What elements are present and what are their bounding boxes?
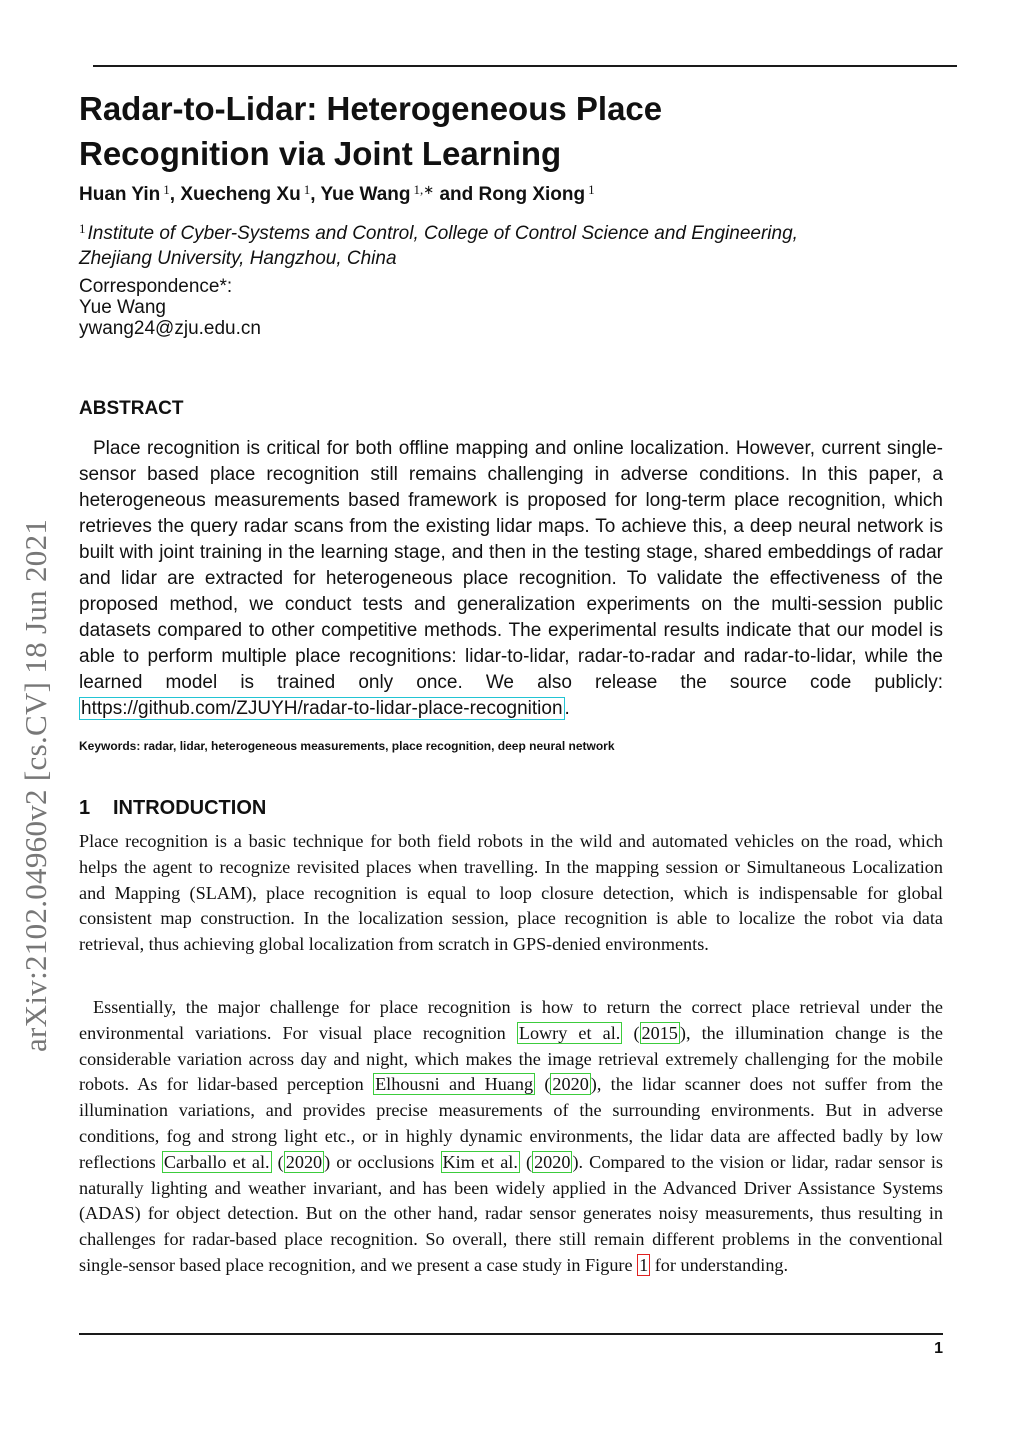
correspondence-label: Correspondence*:: [79, 276, 233, 297]
citation-year-link[interactable]: 2020: [552, 1074, 589, 1095]
abstract-end: .: [564, 698, 570, 719]
page-number: 1: [934, 1340, 943, 1357]
figure-reference-link[interactable]: 1: [639, 1254, 649, 1275]
paragraph-text: , the illumination change is the considerable variation across day and night, which makes the image retrieval extremely challenging for the mobile robots. As for lidar-based perception: [79, 1022, 943, 1095]
abstract-body: [79, 436, 943, 722]
affiliation-mark: 1: [79, 221, 86, 236]
citation-link[interactable]: Carballo et al.: [163, 1151, 270, 1172]
paragraph-text: , the lidar scanner does not suffer from the illumination variations, and provides precise measurements of the surrounding environments. But in adverse conditions, fog and strong light etc., or in highly dynamic environments, the lidar data are affected badly by low reflections: [79, 1074, 944, 1172]
section-title: INTRODUCTION: [113, 797, 267, 819]
author-affiliation-mark: 1: [303, 182, 311, 197]
paragraph-text: for understanding.: [650, 1254, 789, 1275]
intro-paragraph-1: Place recognition is a basic technique for both field robots in the wild and automated vehicles on the road, which helps the agent to recognize revisited places when travelling. In the mapping session or Simultaneous Localization and Mapping (SLAM), place recognition is equal to loop closure detection, which is indispensable for global consistent map construction. In the localization session, place recognition is able to localize the robot via data retrieval, thus achieving global localization from scratch in GPS-denied environments.: [79, 831, 943, 955]
intro-paragraph-2: Essentially, the major challenge for place recognition is how to return the correct place retrieval under the environmental variations. For visual place recognition Lowry et al. ( 2015 ), the illumination change is the considerable variation across day and night, which makes the image retrieval extremely challenging for the mobile robots. As for lidar-based perception Elhousni and Huang ( 2020 ), the lidar scanner does not suffer from the illumination variations, and provides precise measurements of the surrounding environments. But in adverse conditions, fog and strong light etc., or in highly dynamic environments, the lidar data are affected badly by low reflections Carballo et al. ( 2020 ) or occlusions Kim et al. ( 2020 ). Compared to the vision or lidar, radar sensor is naturally lighting and weather invariant, and has been widely applied in the Advanced Driver Assistance Systems (ADAS) for object detection. But on the other hand, radar sensor generates noisy measurements, thus resulting in challenges for radar-based place recognition. So overall, there still remain different problems in the conventional single-sensor based place recognition, and we present a case study in Figure 1 for understanding.: [79, 997, 944, 1275]
keywords: Keywords: radar, lidar, heterogeneous measurements, place recognition, deep neural network: [79, 739, 615, 753]
author-name: Xuecheng Xu: [180, 184, 301, 205]
header-rule: [93, 65, 957, 67]
author-affiliation-mark: 1: [163, 182, 170, 197]
footer-rule: [79, 1333, 943, 1335]
citation-link[interactable]: Elhousni and Huang: [375, 1074, 534, 1095]
citation-year-link[interactable]: 2020: [285, 1151, 323, 1172]
paragraph-text: Essentially, the major challenge for place recognition is how to return the correct place retrieval under the environmental variations. For visual place recognition: [79, 997, 943, 1043]
correspondence-name: Yue Wang: [79, 297, 166, 318]
section-heading: [79, 797, 266, 820]
citation-link[interactable]: Kim et al.: [442, 1151, 518, 1172]
author-conjunction: and: [439, 184, 474, 205]
affiliation-text: Institute of Cyber-Systems and Control, College of Control Science and Engineering, Zhejiang University, Hangzhou, China: [79, 223, 798, 269]
correspondence-block: [79, 276, 261, 339]
source-code-link[interactable]: https://github.com/ZJUYH/radar-to-lidar-place-recognition: [81, 698, 563, 719]
citation-link[interactable]: Lowry et al.: [518, 1022, 621, 1043]
author-name: Huan Yin: [79, 184, 161, 205]
abstract-text: Place recognition is critical for both offline mapping and online localization. However, current single-sensor based place recognition still remains challenging in adverse conditions. In this paper, a heterogeneous measurements based framework is proposed for long-term place recognition, which retrieves the query radar scans from the existing lidar maps. To achieve this, a deep neural network is built with joint training in the learning stage, and then in the testing stage, shared embeddings of radar and lidar are extracted for heterogeneous place recognition. To validate the effectiveness of the proposed method, we conduct tests and generalization experiments on the multi-session public datasets compared to other competitive methods. The experimental results indicate that our model is able to perform multiple place recognitions: lidar-to-lidar, radar-to-radar and radar-to-lidar, while the learned model is trained only once. We also release the source code publicly:: [79, 438, 943, 693]
section-number: 1: [79, 797, 91, 819]
citation-year-link[interactable]: 2015: [641, 1022, 678, 1043]
paragraph-text: or occlusions: [330, 1151, 441, 1172]
paragraph-text: . Compared to the vision or lidar, radar sensor is naturally lighting and weather invariant, and has been widely applied in the Advanced Driver Assistance Systems (ADAS) for object detection. But on the other hand, radar sensor generates noisy measurements, thus resulting in challenges for radar-based place recognition. So overall, there still remain different problems in the conventional single-sensor based place recognition, and we present a case study in Figure: [79, 1151, 944, 1275]
author-name: Yue Wang: [320, 184, 411, 205]
author-name: Rong Xiong: [478, 184, 586, 205]
abstract-heading: ABSTRACT: [79, 398, 184, 419]
author-affiliation-mark: 1,∗: [413, 182, 435, 197]
author-list: Huan Yin $^1$, Xuecheng Xu $^1$, Yue Wang $^{1,∗}$ and Rong Xiong $^1$: [79, 182, 595, 205]
author-affiliation-mark: 1: [588, 182, 595, 197]
correspondence-email[interactable]: ywang24@zju.edu.cn: [79, 318, 261, 339]
affiliation: [79, 216, 799, 271]
paper-title: Radar-to-Lidar: Heterogeneous Place Recognition via Joint Learning: [79, 90, 663, 172]
arxiv-identifier[interactable]: arXiv:2102.04960v2 [cs.CV] 18 Jun 2021: [18, 518, 53, 1052]
citation-year-link[interactable]: 2020: [534, 1151, 571, 1172]
